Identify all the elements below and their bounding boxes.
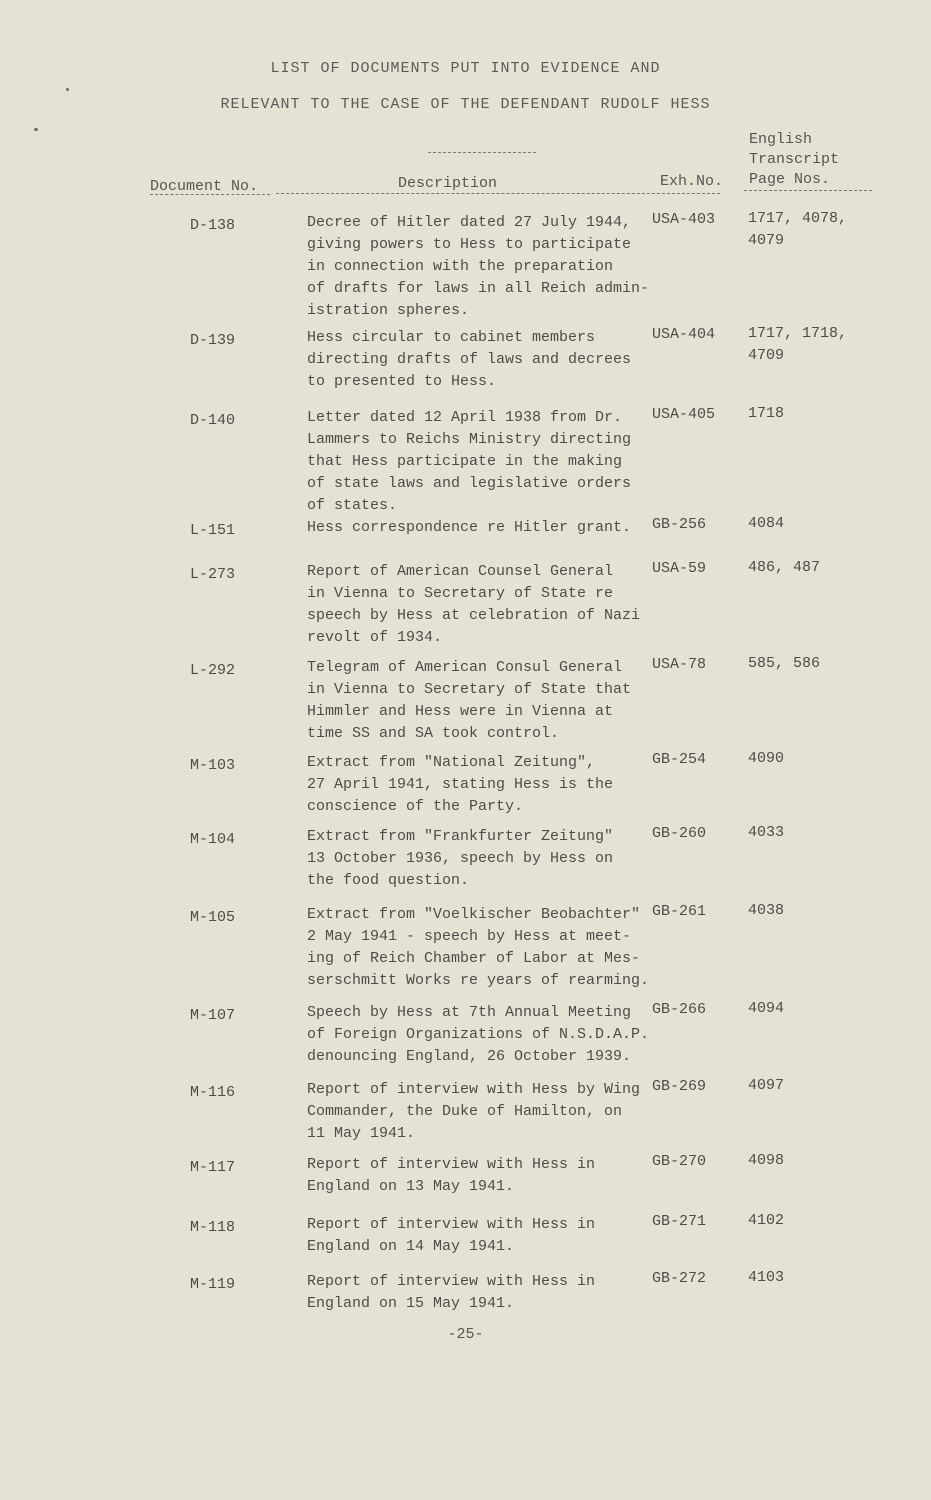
doc-number: M-103 — [190, 757, 236, 774]
doc-number: L-273 — [190, 566, 236, 583]
header-docno: Document No. — [150, 178, 259, 195]
exhibit-number: USA-405 — [652, 406, 716, 423]
transcript-pages: 4103 — [748, 1269, 785, 1286]
doc-number: M-118 — [190, 1219, 236, 1236]
paper-speck — [66, 88, 69, 91]
transcript-pages: 4102 — [748, 1212, 785, 1229]
transcript-pages: 4098 — [748, 1152, 785, 1169]
transcript-pages: 4084 — [748, 515, 785, 532]
document-title-line2: RELEVANT TO THE CASE OF THE DEFENDANT RUDOLF HESS — [220, 96, 711, 113]
exhibit-number: GB-254 — [652, 751, 707, 768]
doc-number: M-104 — [190, 831, 236, 848]
header-underline — [276, 193, 720, 194]
exhibit-number: USA-78 — [652, 656, 707, 673]
exhibit-number: USA-403 — [652, 211, 716, 228]
exhibit-number: GB-271 — [652, 1213, 707, 1230]
doc-description: Report of interview with Hess by Wing Commander, the Duke of Hamilton, on 11 May 1941. — [307, 1081, 641, 1142]
doc-description: Decree of Hitler dated 27 July 1944, giving powers to Hess to participate in connection with the preparation of drafts for laws in all Reich admin- istration spheres. — [307, 214, 650, 319]
doc-description: Hess correspondence re Hitler grant. — [307, 519, 632, 536]
transcript-pages: 4038 — [748, 902, 785, 919]
transcript-pages: 1717, 4078, 4079 — [748, 210, 848, 249]
doc-description: Telegram of American Consul General in Vienna to Secretary of State that Himmler and Hess were in Vienna at time SS and SA took control. — [307, 659, 632, 742]
doc-number: M-105 — [190, 909, 236, 926]
exhibit-number: GB-260 — [652, 825, 707, 842]
transcript-pages: 4033 — [748, 824, 785, 841]
doc-description: Report of interview with Hess in England on 15 May 1941. — [307, 1273, 596, 1312]
header-underline — [744, 190, 872, 191]
exhibit-number: GB-269 — [652, 1078, 707, 1095]
doc-number: M-107 — [190, 1007, 236, 1024]
transcript-pages: 4090 — [748, 750, 785, 767]
header-pages-line1: English — [749, 131, 813, 148]
separator-rule — [428, 152, 536, 153]
exhibit-number: GB-261 — [652, 903, 707, 920]
doc-description: Hess circular to cabinet members directing drafts of laws and decrees to presented to Hess. — [307, 329, 632, 390]
page-number: -25- — [447, 1326, 484, 1343]
transcript-pages: 4094 — [748, 1000, 785, 1017]
doc-number: D-139 — [190, 332, 236, 349]
doc-description: Report of interview with Hess in England on 13 May 1941. — [307, 1156, 596, 1195]
exhibit-number: GB-266 — [652, 1001, 707, 1018]
paper-speck — [34, 128, 38, 131]
header-exh: Exh.No. — [660, 173, 724, 190]
transcript-pages: 1717, 1718, 4709 — [748, 325, 848, 364]
header-underline — [150, 194, 270, 195]
doc-description: Letter dated 12 April 1938 from Dr. Lammers to Reichs Ministry directing that Hess participate in the making of state laws and legislative orders of states. — [307, 409, 632, 514]
header-description: Description — [398, 175, 498, 192]
transcript-pages: 4097 — [748, 1077, 785, 1094]
doc-description: Extract from "National Zeitung", 27 April 1941, stating Hess is the conscience of the Party. — [307, 754, 614, 815]
doc-description: Extract from "Voelkischer Beobachter" 2 May 1941 - speech by Hess at meet- ing of Reich Chamber of Labor at Mes- serschmitt Works re years of rearming. — [307, 906, 650, 989]
document-title-line1: LIST OF DOCUMENTS PUT INTO EVIDENCE AND — [270, 60, 661, 77]
transcript-pages: 585, 586 — [748, 655, 821, 672]
exhibit-number: GB-270 — [652, 1153, 707, 1170]
doc-number: L-151 — [190, 522, 236, 539]
doc-number: M-119 — [190, 1276, 236, 1293]
doc-description: Report of interview with Hess in England on 14 May 1941. — [307, 1216, 596, 1255]
exhibit-number: GB-272 — [652, 1270, 707, 1287]
doc-description: Report of American Counsel General in Vienna to Secretary of State re speech by Hess at celebration of Nazi revolt of 1934. — [307, 563, 641, 646]
transcript-pages: 486, 487 — [748, 559, 821, 576]
transcript-pages: 1718 — [748, 405, 785, 422]
doc-number: M-117 — [190, 1159, 236, 1176]
exhibit-number: GB-256 — [652, 516, 707, 533]
doc-number: D-138 — [190, 217, 236, 234]
doc-number: M-116 — [190, 1084, 236, 1101]
header-pages-line2: Transcript — [749, 151, 840, 168]
exhibit-number: USA-59 — [652, 560, 707, 577]
header-pages-line3: Page Nos. — [749, 171, 831, 188]
doc-number: L-292 — [190, 662, 236, 679]
doc-description: Speech by Hess at 7th Annual Meeting of Foreign Organizations of N.S.D.A.P. denouncing England, 26 October 1939. — [307, 1004, 650, 1065]
doc-number: D-140 — [190, 412, 236, 429]
doc-description: Extract from "Frankfurter Zeitung" 13 October 1936, speech by Hess on the food question. — [307, 828, 614, 889]
exhibit-number: USA-404 — [652, 326, 716, 343]
